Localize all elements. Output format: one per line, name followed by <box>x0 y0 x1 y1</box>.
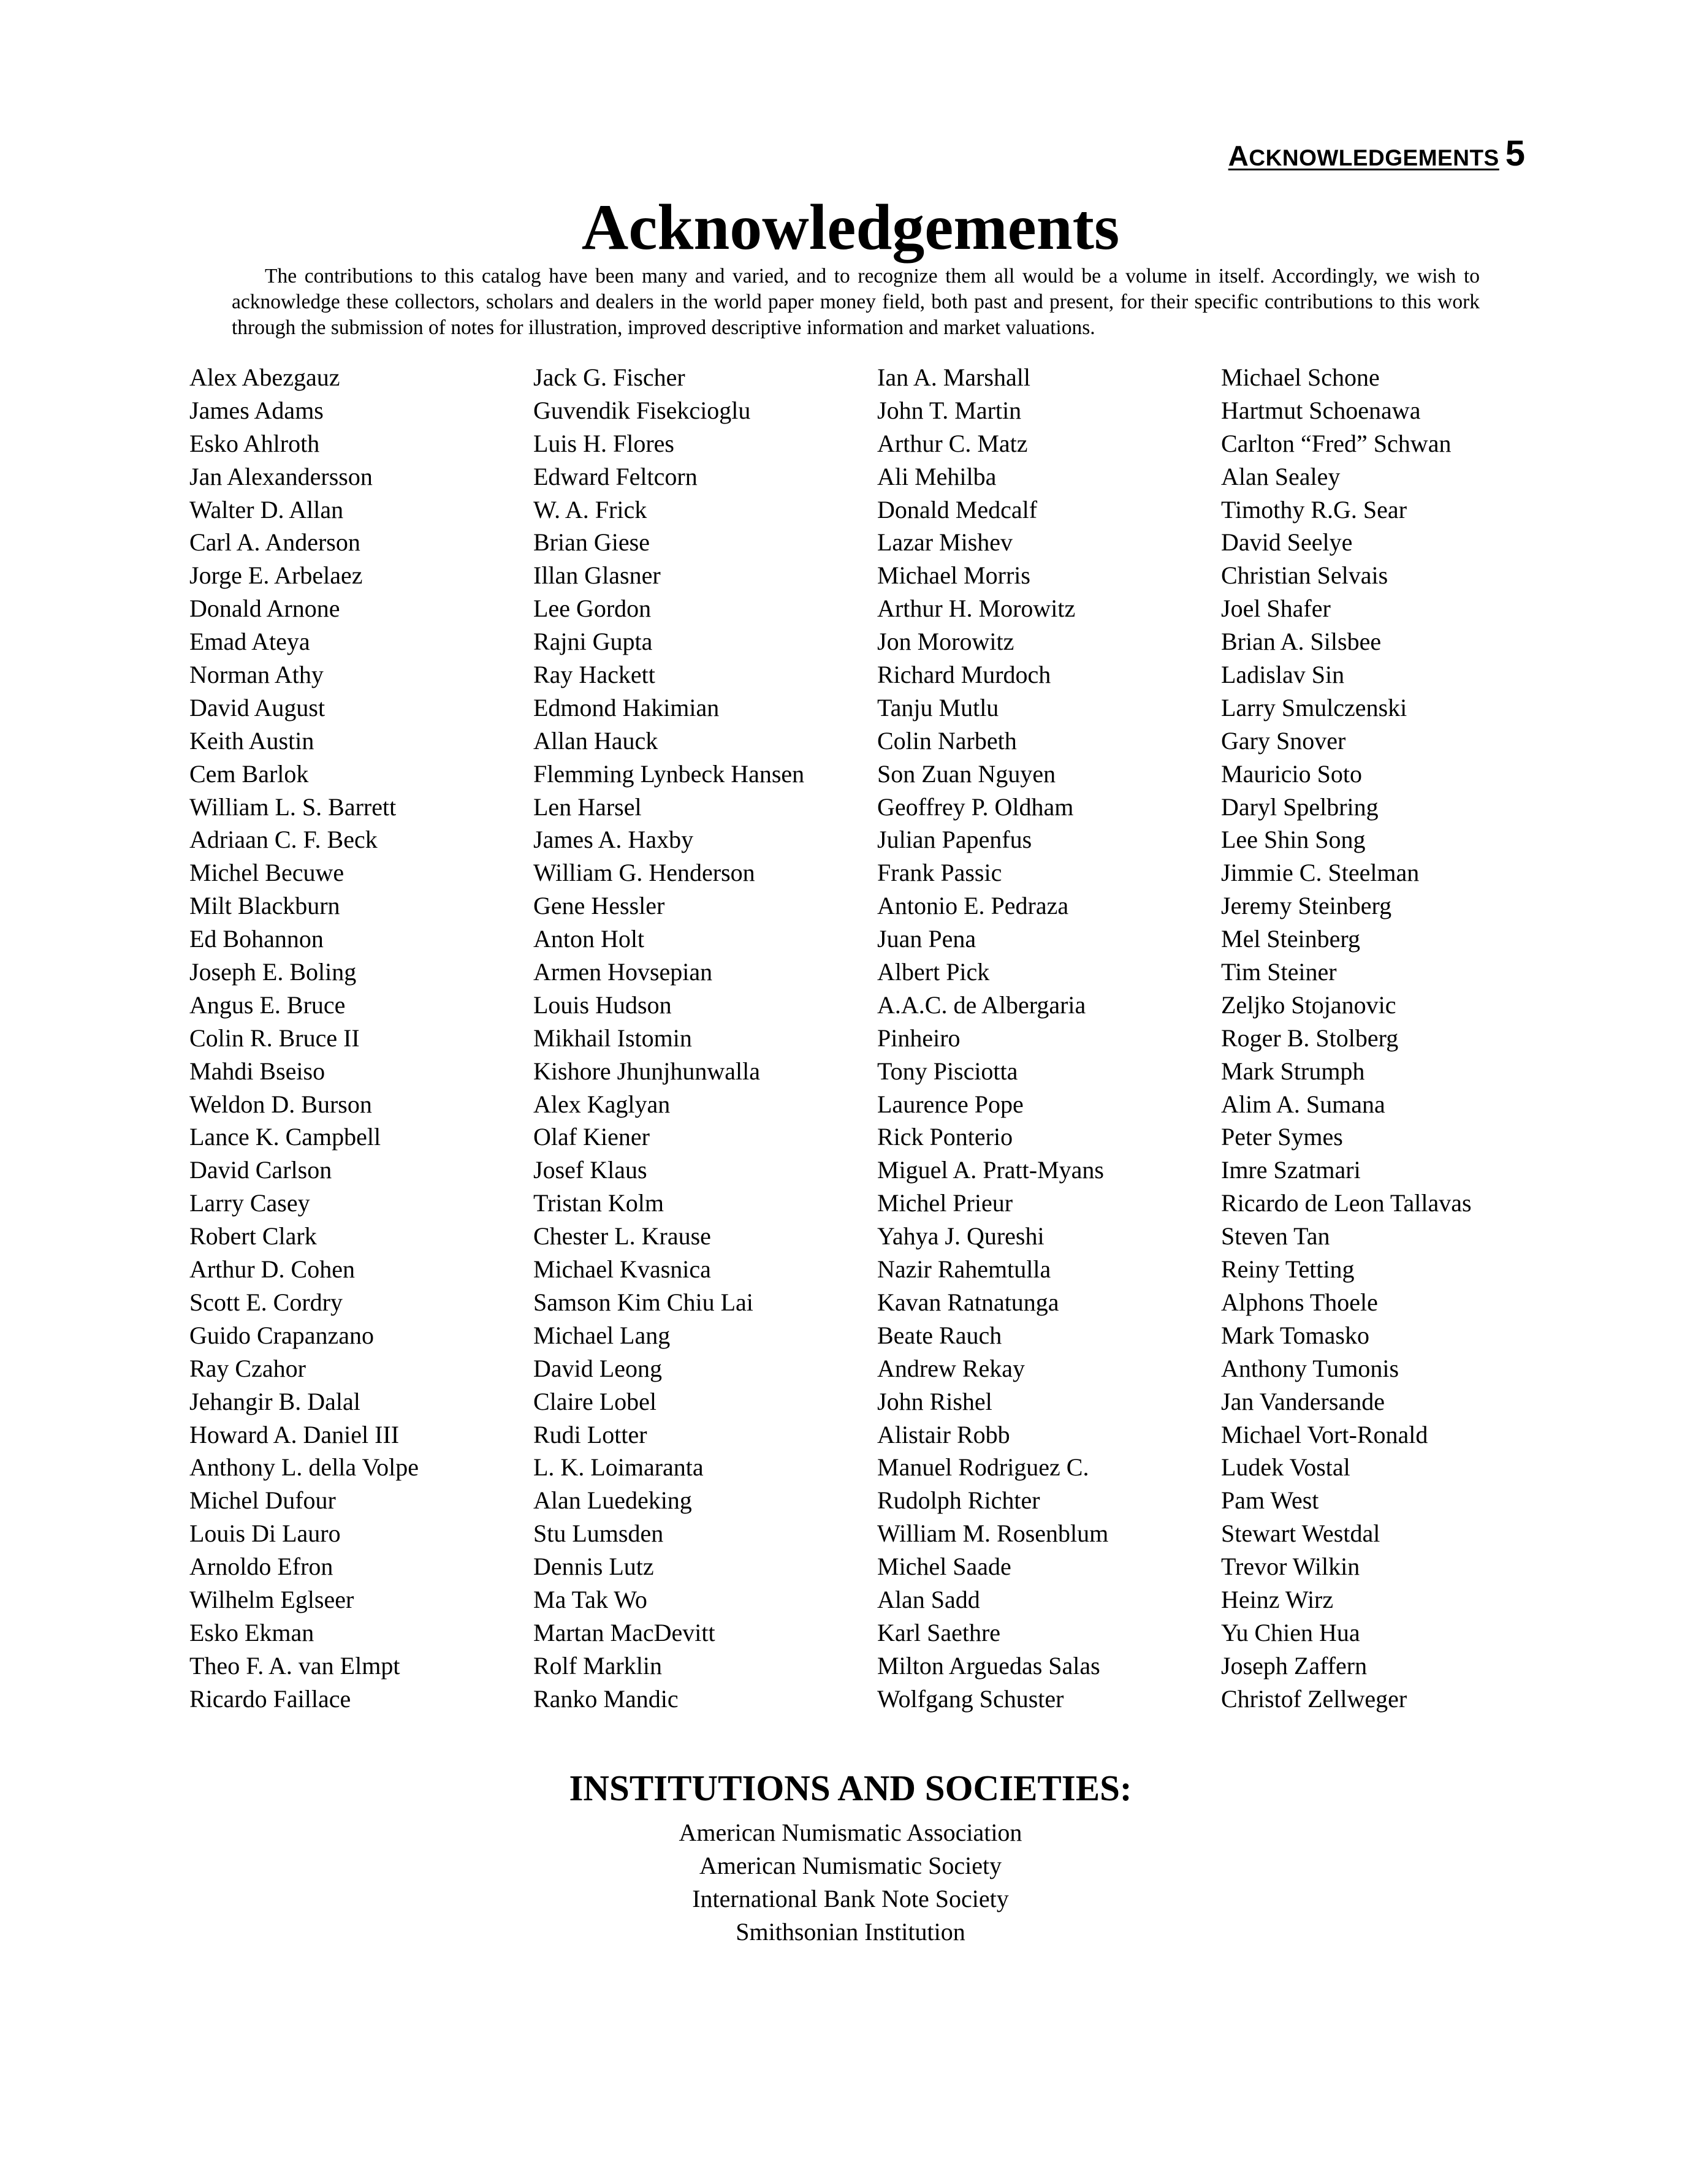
contributor-name: Mikhail Istomin <box>533 1024 692 1052</box>
contributor-name: Emad Ateya <box>189 628 310 656</box>
contributor-name: Wolfgang Schuster <box>877 1684 1064 1713</box>
contributor-name: Kishore Jhunjhunwalla <box>533 1057 760 1085</box>
contributor-name: Olaf Kiener <box>533 1123 650 1151</box>
contributor-name: Rajni Gupta <box>533 628 653 656</box>
contributor-name: Nazir Rahemtulla <box>877 1255 1051 1284</box>
contributor-name: Donald Medcalf <box>877 495 1038 523</box>
contributor-name: Larry Casey <box>189 1189 310 1217</box>
contributor-name: Donald Arnone <box>189 595 340 623</box>
contributor-name: Yu Chien Hua <box>1221 1618 1360 1646</box>
contributor-name: Rudi Lotter <box>533 1420 647 1448</box>
page-number: 5 <box>1505 134 1525 173</box>
contributor-name: Jon Morowitz <box>877 628 1014 656</box>
contributor-name: Larry Smulczenski <box>1221 693 1407 721</box>
contributor-name: Howard A. Daniel III <box>189 1420 400 1448</box>
contributor-name: Laurence Pope <box>877 1090 1024 1118</box>
contributor-name: Antonio E. Pedraza <box>877 892 1069 920</box>
contributor-name: Richard Murdoch <box>877 661 1051 689</box>
contributor-column-1 <box>189 361 419 1716</box>
contributor-name: Michel Prieur <box>877 1189 1013 1217</box>
contributor-name: Alistair Robb <box>877 1420 1010 1448</box>
contributor-name: Alim A. Sumana <box>1221 1090 1385 1118</box>
contributor-name: Walter D. Allan <box>189 495 344 523</box>
contributor-name: Imre Szatmari <box>1221 1156 1361 1184</box>
contributor-name: Ricardo Faillace <box>189 1684 351 1713</box>
contributor-name: Wilhelm Eglseer <box>189 1585 354 1613</box>
institution-item: Smithsonian Institution <box>736 1917 965 1946</box>
contributor-name: Alan Luedeking <box>533 1486 692 1515</box>
contributor-name: Arthur H. Morowitz <box>877 595 1076 623</box>
contributor-name: Illan Glasner <box>533 561 661 590</box>
contributor-name: William G. Henderson <box>533 859 755 887</box>
contributor-name: Scott E. Cordry <box>189 1288 343 1316</box>
running-head-label: ACKNOWLEDGEMENTS <box>1228 140 1499 172</box>
contributor-name: Claire Lobel <box>533 1387 657 1415</box>
contributor-name: Brian A. Silsbee <box>1221 628 1382 656</box>
contributor-name: John Rishel <box>877 1387 992 1415</box>
contributor-name: L. K. Loimaranta <box>533 1453 704 1482</box>
contributor-name: Miguel A. Pratt-Myans <box>877 1156 1104 1184</box>
contributor-name: Dennis Lutz <box>533 1553 654 1581</box>
contributor-name: Arthur D. Cohen <box>189 1255 355 1284</box>
contributor-name: Tanju Mutlu <box>877 693 999 721</box>
contributor-name: Pinheiro <box>877 1024 961 1052</box>
institutions-list <box>0 1816 1701 1949</box>
contributor-name: Juan Pena <box>877 925 976 953</box>
contributor-name: W. A. Frick <box>533 495 647 523</box>
contributor-name: Weldon D. Burson <box>189 1090 372 1118</box>
contributor-name: Mauricio Soto <box>1221 759 1362 788</box>
contributor-name: Yahya J. Qureshi <box>877 1222 1045 1250</box>
contributor-name: Tristan Kolm <box>533 1189 664 1217</box>
contributor-name: Len Harsel <box>533 793 642 821</box>
contributor-name: Angus E. Bruce <box>189 991 346 1019</box>
contributor-name: Heinz Wirz <box>1221 1585 1334 1613</box>
contributor-name: Christof Zellweger <box>1221 1684 1407 1713</box>
contributor-name: Kavan Ratnatunga <box>877 1288 1059 1316</box>
contributor-name: Andrew Rekay <box>877 1354 1026 1382</box>
contributor-name: Alphons Thoele <box>1221 1288 1378 1316</box>
contributor-name: Trevor Wilkin <box>1221 1553 1360 1581</box>
contributor-name: Ladislav Sin <box>1221 661 1345 689</box>
contributor-name: Arnoldo Efron <box>189 1553 333 1581</box>
contributor-name: Roger B. Stolberg <box>1221 1024 1399 1052</box>
contributor-name: Guido Crapanzano <box>189 1321 375 1349</box>
contributor-name: John T. Martin <box>877 396 1022 424</box>
contributor-column-3 <box>877 361 1108 1716</box>
contributor-name: David Carlson <box>189 1156 332 1184</box>
contributor-name: Armen Hovsepian <box>533 958 713 986</box>
contributor-name: Anthony Tumonis <box>1221 1354 1399 1382</box>
contributor-name: Theo F. A. van Elmpt <box>189 1651 400 1680</box>
contributor-name: Hartmut Schoenawa <box>1221 396 1421 424</box>
contributor-name: Ed Bohannon <box>189 925 324 953</box>
contributor-name: Michel Dufour <box>189 1486 336 1515</box>
contributor-name: Reiny Tetting <box>1221 1255 1355 1284</box>
contributor-name: Timothy R.G. Sear <box>1221 495 1407 523</box>
contributor-name: Rudolph Richter <box>877 1486 1040 1515</box>
contributor-name: James A. Haxby <box>533 826 694 854</box>
institutions-heading: INSTITUTIONS AND SOCIETIES: <box>569 1768 1132 1808</box>
contributor-name: Alan Sealey <box>1221 462 1341 490</box>
contributor-name: Pam West <box>1221 1486 1319 1515</box>
contributor-name: Frank Passic <box>877 859 1002 887</box>
contributor-name: Milton Arguedas Salas <box>877 1651 1100 1680</box>
contributor-name: James Adams <box>189 396 324 424</box>
contributor-name: Michael Schone <box>1221 363 1380 391</box>
contributor-name: Joel Shafer <box>1221 595 1331 623</box>
contributor-name: Milt Blackburn <box>189 892 340 920</box>
contributor-column-2 <box>533 361 804 1716</box>
contributor-name: William M. Rosenblum <box>877 1520 1109 1548</box>
contributor-name: Julian Papenfus <box>877 826 1032 854</box>
contributor-name: Mahdi Bseiso <box>189 1057 325 1085</box>
contributor-name: Ranko Mandic <box>533 1684 679 1713</box>
contributor-name: Gene Hessler <box>533 892 665 920</box>
contributor-name: Jorge E. Arbelaez <box>189 561 363 590</box>
contributor-name: Louis Di Lauro <box>189 1520 341 1548</box>
contributor-name: Mel Steinberg <box>1221 925 1361 953</box>
contributor-name: Esko Ekman <box>189 1618 314 1646</box>
contributor-name: Martan MacDevitt <box>533 1618 715 1646</box>
page-title: Acknowledgements <box>581 191 1120 263</box>
contributor-name: Steven Tan <box>1221 1222 1330 1250</box>
contributor-name: Keith Austin <box>189 726 314 755</box>
contributor-name: Manuel Rodriguez C. <box>877 1453 1089 1482</box>
contributor-name: David Leong <box>533 1354 662 1382</box>
contributor-name: Ray Czahor <box>189 1354 306 1382</box>
contributor-name: Rolf Marklin <box>533 1651 662 1680</box>
contributor-name: Tim Steiner <box>1221 958 1337 986</box>
contributor-name: Beate Rauch <box>877 1321 1002 1349</box>
contributor-name: Flemming Lynbeck Hansen <box>533 759 805 788</box>
contributor-name: Ludek Vostal <box>1221 1453 1350 1482</box>
contributor-name: Peter Symes <box>1221 1123 1343 1151</box>
contributor-name: Ray Hackett <box>533 661 655 689</box>
contributor-name: David August <box>189 693 325 721</box>
contributor-name: Michael Vort-Ronald <box>1221 1420 1428 1448</box>
contributor-name: Michael Kvasnica <box>533 1255 711 1284</box>
contributor-name: David Seelye <box>1221 528 1353 557</box>
intro-paragraph: The contributions to this catalog have been many and varied, and to recognize them all would be a volume in itself. Accordingly, we wish to acknowledge these collectors, scholars and dealers in the world paper money field, both past and present, for their specific contributions to this work through the submission of notes for illustration, improved descriptive information and market valuations. <box>232 265 1480 339</box>
contributor-name: Brian Giese <box>533 528 650 557</box>
contributor-name: Anthony L. della Volpe <box>189 1453 419 1482</box>
contributor-name: Stewart Westdal <box>1221 1520 1380 1548</box>
institution-item: American Numismatic Society <box>699 1851 1002 1879</box>
contributor-name: Arthur C. Matz <box>877 429 1028 457</box>
contributor-name: Joseph E. Boling <box>189 958 357 986</box>
contributor-name: Lee Gordon <box>533 595 652 623</box>
contributor-name: Carl A. Anderson <box>189 528 360 557</box>
contributor-name: Jack G. Fischer <box>533 363 685 391</box>
contributor-name: Albert Pick <box>877 958 990 986</box>
contributor-name: Lee Shin Song <box>1221 826 1366 854</box>
contributor-name: Ian A. Marshall <box>877 363 1030 391</box>
contributor-name: Jehangir B. Dalal <box>189 1387 360 1415</box>
contributor-name: Michel Becuwe <box>189 859 344 887</box>
contributor-name: Alex Abezgauz <box>189 363 340 391</box>
contributor-name: Stu Lumsden <box>533 1520 664 1548</box>
contributor-name: Carlton “Fred” Schwan <box>1221 429 1452 457</box>
contributor-name: William L. S. Barrett <box>189 793 397 821</box>
contributor-name: Ali Mehilba <box>877 462 997 490</box>
contributor-name: Adriaan C. F. Beck <box>189 826 378 854</box>
contributor-name: Daryl Spelbring <box>1221 793 1379 821</box>
contributor-name: Michael Morris <box>877 561 1030 590</box>
contributor-name: A.A.C. de Albergaria <box>877 991 1086 1019</box>
contributor-name: Jimmie C. Steelman <box>1221 859 1420 887</box>
contributor-name: Lazar Mishev <box>877 528 1013 557</box>
contributor-name: Geoffrey P. Oldham <box>877 793 1074 821</box>
contributor-name: Lance K. Campbell <box>189 1123 381 1151</box>
contributor-name: Alan Sadd <box>877 1585 980 1613</box>
contributor-name: Edmond Hakimian <box>533 693 720 721</box>
contributor-name: Colin Narbeth <box>877 726 1017 755</box>
contributor-column-4 <box>1221 361 1472 1716</box>
contributor-name: Chester L. Krause <box>533 1222 711 1250</box>
contributor-name: Tony Pisciotta <box>877 1057 1018 1085</box>
contributor-name: Esko Ahlroth <box>189 429 320 457</box>
contributor-name: Cem Barlok <box>189 759 309 788</box>
contributor-name: Jan Alexandersson <box>189 462 373 490</box>
contributor-name: Christian Selvais <box>1221 561 1388 590</box>
contributor-name: Jeremy Steinberg <box>1221 892 1392 920</box>
contributor-name: Rick Ponterio <box>877 1123 1013 1151</box>
contributor-name: Luis H. Flores <box>533 429 674 457</box>
contributor-name: Karl Saethre <box>877 1618 1001 1646</box>
contributor-name: Son Zuan Nguyen <box>877 759 1056 788</box>
contributor-name: Ma Tak Wo <box>533 1585 647 1613</box>
contributor-name: Ricardo de Leon Tallavas <box>1221 1189 1472 1217</box>
contributor-name: Alex Kaglyan <box>533 1090 671 1118</box>
contributor-name: Joseph Zaffern <box>1221 1651 1368 1680</box>
contributor-name: Louis Hudson <box>533 991 672 1019</box>
contributor-name: Mark Strumph <box>1221 1057 1365 1085</box>
contributor-name: Jan Vandersande <box>1221 1387 1385 1415</box>
contributor-name: Anton Holt <box>533 925 645 953</box>
contributor-name: Robert Clark <box>189 1222 317 1250</box>
contributor-name: Mark Tomasko <box>1221 1321 1369 1349</box>
contributor-name: Josef Klaus <box>533 1156 647 1184</box>
contributor-name: Norman Athy <box>189 661 324 689</box>
contributor-name: Gary Snover <box>1221 726 1346 755</box>
contributor-name: Michael Lang <box>533 1321 671 1349</box>
contributor-name: Guvendik Fisekcioglu <box>533 396 751 424</box>
contributor-name: Samson Kim Chiu Lai <box>533 1288 753 1316</box>
institution-item: American Numismatic Association <box>679 1819 1022 1846</box>
contributor-name: Michel Saade <box>877 1553 1011 1581</box>
contributor-name: Edward Feltcorn <box>533 462 698 490</box>
contributor-name: Colin R. Bruce II <box>189 1024 360 1052</box>
running-head <box>1228 136 1525 172</box>
contributor-name: Allan Hauck <box>533 726 658 755</box>
institution-item: International Bank Note Society <box>692 1884 1009 1912</box>
contributor-name: Zeljko Stojanovic <box>1221 991 1396 1019</box>
